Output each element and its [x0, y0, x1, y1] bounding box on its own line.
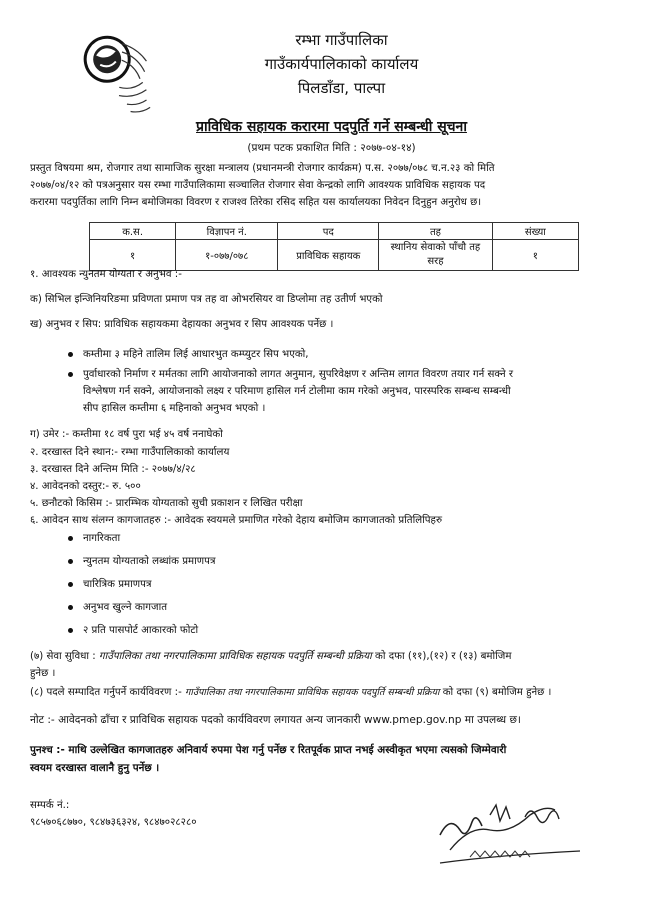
published-date: (प्रथम पटक प्रकाशित मिति : २०७७-०४-१४)	[247, 142, 416, 154]
cell-count: १	[492, 240, 578, 271]
skill-bullet-2-line-3: सीप हासिल कम्तीमा ६ महिनाको अनुभव भएको ।	[83, 403, 266, 414]
qualification-heading: १. आवश्यक न्युनतम योग्यता र अनुभव :-	[30, 269, 182, 280]
cell-serial: १	[90, 240, 176, 271]
skill-bullet-1-text: कम्तीमा ३ महिने तालिम लिई आधारभुत कम्प्युटर सिप भएको,	[83, 349, 309, 360]
qualification-ga: ग) उमेर :- कम्तीमा १८ वर्ष पुरा भई ४५ वर्ष ननाघेको	[30, 429, 223, 440]
item-deadline: ३. दरखास्त दिने अन्तिम मिति :- २०७७/४/२८	[30, 464, 196, 475]
item-attachments: ६. आवेदन साथ संलग्न कागजातहरु :- आवेदक स्वयमले प्रमाणित गरेको देहाय बमोजिम कागजातको प्रतिलिपिहरु	[30, 515, 443, 526]
vacancy-table	[89, 222, 579, 271]
ps-line-2: स्वयम दरखास्त वालानै हुनु पर्नेछ ।	[30, 762, 160, 774]
service-facility-line-2: हुनेछ ।	[30, 668, 56, 679]
cell-ad-number: १-०७७/०७८	[176, 240, 278, 271]
bullet-icon	[68, 582, 73, 587]
officer-signature	[430, 795, 590, 870]
item-selection-type: ५. छनौटको किसिम :- प्रारम्भिक योग्यताको सुची प्रकाशन र लिखित परीक्षा	[30, 498, 303, 509]
bullet-icon	[68, 352, 73, 357]
skill-bullet-2	[68, 366, 513, 383]
header-post: पद	[278, 223, 379, 240]
document-item	[68, 622, 198, 639]
duties-prefix: (८) पदले सम्पादित गर्नुपर्ने कार्यविवरण :-	[30, 687, 186, 698]
note-text: नोट :- आवेदनको ढाँचा र प्राविधिक सहायक पदको कार्यविवरण लगायत अन्य जानकारी www.pmep.gov.np मा उपलब्ध छ।	[30, 714, 521, 726]
duties-procedure: गाउँपालिका तथा नगरपालिकामा प्राविधिक सहायक पदपुर्ति सम्बन्धी प्रक्रिया	[185, 687, 440, 698]
document-item-text: २ प्रति पासपोर्ट आकारको फोटो	[83, 625, 199, 636]
document-item	[68, 530, 120, 547]
table-header-row	[90, 223, 579, 240]
document-item	[68, 576, 152, 593]
contact-label: सम्पर्क नं.:	[30, 800, 70, 811]
header-serial: क.स.	[90, 223, 176, 240]
document-item	[68, 553, 216, 570]
intro-line-1: प्रस्तुत विषयमा श्रम, रोजगार तथा सामाजिक सुरक्षा मन्त्रालय (प्रधानमन्त्री रोजगार कार्यक्रम) प.स. २०७७/०७८ च.न.२३ को मिति	[30, 163, 495, 174]
bullet-icon	[68, 536, 73, 541]
bullet-icon	[68, 605, 73, 610]
bullet-icon	[68, 559, 73, 564]
service-prefix: (७) सेवा सुविधा :	[30, 651, 99, 662]
cell-post: प्राविधिक सहायक	[278, 240, 379, 271]
document-item-text: अनुभव खुल्ने कागजात	[83, 602, 168, 613]
header-count: संख्या	[492, 223, 578, 240]
service-procedure: गाउँपालिका तथा नगरपालिकामा प्राविधिक सहायक पदपुर्ति सम्बन्धी प्रक्रिया	[98, 651, 372, 662]
office-name: गाउँकार्यपालिकाको कार्यालय	[264, 55, 419, 73]
job-duties	[30, 684, 551, 701]
service-facility	[30, 648, 511, 665]
duties-suffix: को दफा (९) बमोजिम हुनेछ ।	[439, 687, 552, 698]
header-level: तह	[379, 223, 492, 240]
skill-bullet-1	[68, 346, 309, 363]
intro-line-2: २०७७/०४/१२ को पत्रअनुसार यस रम्भा गाउँपालिकामा सञ्चालित रोजगार सेवा केन्द्रको लागि आवश्यक प्राविधिक सहायक पद	[30, 180, 486, 191]
notice-title: प्राविधिक सहायक करारमा पदपुर्ति गर्ने सम्बन्धी सूचना	[196, 119, 467, 135]
skill-bullet-2-line-1: पुर्वाधारको निर्माण र मर्मतका लागि आयोजनाको लागत अनुमान, सुपरिवेक्षण र अन्तिम लागत विवरण तयार गर्न सक्ने र	[83, 369, 514, 380]
item-application-place: २. दरखास्त दिने स्थान:- रम्भा गाउँपालिकाको कार्यालय	[30, 447, 230, 458]
office-location: पिलडाँडा, पाल्पा	[297, 79, 386, 97]
ps-line-1: पुनश्च :- माथि उल्लेखित कागजातहरु अनिवार्य रुपमा पेश गर्नु पर्नेछ र रितपूर्वक प्राप्त नभई अस्वीकृत भएमा त्यसको जिम्मेवारी	[30, 744, 507, 756]
item-fee: ४. आवेदनको दस्तुर:- रु. ५००	[30, 481, 141, 492]
contact-numbers: ९८५७०६८७७०, ९८४७३६३२४, ९८४७०२८२८०	[30, 817, 197, 828]
intro-line-3: करारमा पदपुर्तिका लागि निम्न बमोजिमका विवरण र राजश्व तिरेका रसिद सहित यस कार्यालयका निवेदन दिनुहुन अनुरोध छ।	[30, 197, 482, 208]
document-item-text: नागरिकता	[83, 533, 121, 544]
bullet-icon	[68, 628, 73, 633]
document-item	[68, 599, 167, 616]
qualification-kha: ख) अनुभव र सिप: प्राविधिक सहायकमा देहायका अनुभव र सिप आवश्यक पर्नेछ ।	[30, 319, 334, 330]
document-item-text: चारित्रिक प्रमाणपत्र	[83, 579, 152, 590]
municipality-name: रम्भा गाउँपालिका	[295, 31, 388, 49]
qualification-ka: क) सिभिल इन्जिनियरिङमा प्रविणता प्रमाण पत्र तह वा ओभरसियर वा डिप्लोमा तह उतीर्ण भएको	[30, 294, 383, 305]
bullet-icon	[68, 372, 73, 377]
skill-bullet-2-line-2: विश्लेषण गर्न सक्ने, आयोजनाको लक्ष्य र परिमाण हासिल गर्न टोलीमा काम गरेको अनुभव, पारस्परिक सम्बन्ध सम्बन्धी	[83, 386, 511, 397]
service-suffix: को दफा (११),(१२) र (१३) बमोजिम	[371, 651, 512, 662]
cell-level: स्थानिय सेवाको पाँचौ तह सरह	[379, 240, 492, 271]
header-ad-number: विज्ञापन नं.	[176, 223, 278, 240]
document-item-text: न्युनतम योग्यताको लब्धांक प्रमाणपत्र	[83, 556, 216, 567]
